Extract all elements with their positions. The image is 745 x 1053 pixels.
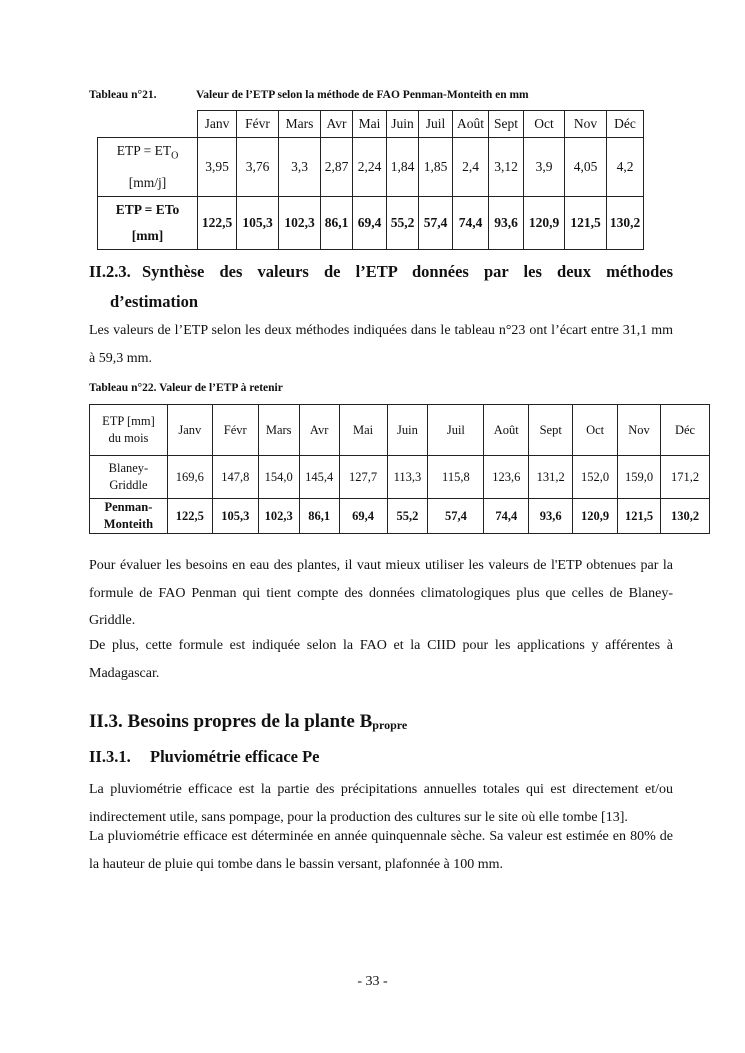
table22-header-label: ETP [mm] du mois [90,405,168,456]
table21-month: Oct [524,111,565,138]
table-cell: 57,4 [428,499,484,534]
table-cell: 93,6 [489,196,524,249]
table-cell: 1,85 [419,138,453,197]
table-cell: 121,5 [618,499,661,534]
table21-month: Déc [607,111,644,138]
table-cell: 57,4 [419,196,453,249]
table-cell: 3,76 [237,138,279,197]
table-cell: 1,84 [387,138,419,197]
table-cell: 3,95 [198,138,237,197]
table-cell: 154,0 [258,456,299,499]
table21-row-mm [98,196,644,249]
paragraph-ciid: De plus, cette formule est indiquée selon la FAO et la CIID pour les applications y afférentes à Madagascar. [89,638,673,681]
table-cell: 105,3 [212,499,258,534]
table-cell: 115,8 [428,456,484,499]
section-231-title: Pluviométrie efficace Pe [150,747,320,766]
paragraph-fao: Pour évaluer les besoins en eau des plantes, il vaut mieux utiliser les valeurs de l'ETP obtenues par la formule de FAO Penman qui tient compte des données climatologiques plus que celles de Blaney-Griddle. [89,558,673,628]
table-cell: 3,3 [279,138,321,197]
table-cell: 130,2 [607,196,644,249]
table21-month: Sept [489,111,524,138]
section-231-number: II.3.1. [89,747,131,766]
table22-header-row [90,405,710,456]
table22-month: Janv [167,405,212,456]
table-cell: 130,2 [661,499,710,534]
table22-month: Juil [428,405,484,456]
table-cell: 159,0 [618,456,661,499]
table22-month: Sept [529,405,573,456]
table21-month: Janv [198,111,237,138]
table22-row-penman [90,499,710,534]
table-cell: 55,2 [387,196,419,249]
table21-month: Févr [237,111,279,138]
section-223-title-line2: d’estimation [110,292,198,311]
table-cell: 4,2 [607,138,644,197]
page-number: - 33 - [357,974,388,989]
table-cell: 2,4 [453,138,489,197]
table22-row-blaney [90,456,710,499]
table21-header-row [98,111,644,138]
table21-month: Mai [353,111,387,138]
table-cell: 122,5 [167,499,212,534]
table-cell: 145,4 [299,456,339,499]
table22-month: Oct [573,405,618,456]
table22-caption: Tableau n°22. Valeur de l’ETP à retenir [89,382,283,394]
table-cell: 86,1 [299,499,339,534]
table21-month: Juil [419,111,453,138]
table22-row1-label: Blaney- Griddle [90,456,168,499]
table-cell: 4,05 [565,138,607,197]
table21-row2-label: ETP = ETo [mm] [98,196,198,249]
table22-month: Févr [212,405,258,456]
table21-month: Juin [387,111,419,138]
table-cell: 113,3 [387,456,428,499]
table-cell: 127,7 [339,456,387,499]
table22-month: Juin [387,405,428,456]
table-cell: 86,1 [321,196,353,249]
table21-month: Avr [321,111,353,138]
table-cell: 74,4 [484,499,529,534]
table21-month: Nov [565,111,607,138]
table-cell: 120,9 [524,196,565,249]
table-cell: 121,5 [565,196,607,249]
table-cell: 147,8 [212,456,258,499]
table-cell: 3,9 [524,138,565,197]
table22-month: Mai [339,405,387,456]
table-cell: 131,2 [529,456,573,499]
table-cell: 2,24 [353,138,387,197]
table21-caption-label: Tableau n°21. [89,89,157,101]
table-cell: 3,12 [489,138,524,197]
table-cell: 123,6 [484,456,529,499]
table-cell: 93,6 [529,499,573,534]
table-cell: 2,87 [321,138,353,197]
table21-month: Août [453,111,489,138]
table22 [89,404,710,534]
table-cell: 102,3 [258,499,299,534]
table-cell: 102,3 [279,196,321,249]
table22-month: Mars [258,405,299,456]
table-cell: 69,4 [339,499,387,534]
table22-month: Avr [299,405,339,456]
section-231-paragraph1: La pluviométrie efficace est la partie des précipitations annuelles totales qui est directement et/ou indirectement utile, sans pompage, pour la production des cultures sur le site où elle tombe [13]. [89,782,673,825]
section-223-title-line1: Synthèse des valeurs de l’ETP données par les deux méthodes [142,262,673,281]
table-cell: 169,6 [167,456,212,499]
table22-month: Août [484,405,529,456]
table-cell: 120,9 [573,499,618,534]
table-cell: 74,4 [453,196,489,249]
section-223-number: II.2.3. [89,262,131,281]
section-223-text: Les valeurs de l’ETP selon les deux méthodes indiquées dans le tableau n°23 ont l’écart entre 31,1 mm à 59,3 mm. [89,323,673,366]
table-cell: 55,2 [387,499,428,534]
table-cell: 171,2 [661,456,710,499]
table22-row2-label: Penman- Monteith [90,499,168,534]
table21 [97,110,644,250]
table-cell: 105,3 [237,196,279,249]
table-cell: 122,5 [198,196,237,249]
section-231-paragraph2: La pluviométrie efficace est déterminée en année quinquennale sèche. Sa valeur est estimée en 80% de la hauteur de pluie qui tombe dans le bassin versant, plafonnée à 100 mm. [89,829,673,872]
section-23-title: II.3. Besoins propres de la plante $B_{propre}$ [89,711,408,732]
table22-month: Nov [618,405,661,456]
table-cell: 69,4 [353,196,387,249]
table21-row-mmj [98,138,644,197]
table22-month: Déc [661,405,710,456]
table21-row1-label: ETP = $ET_O$ [mm/j] [98,138,198,197]
table21-month: Mars [279,111,321,138]
table-cell: 152,0 [573,456,618,499]
table21-caption-title: Valeur de l’ETP selon la méthode de FAO Penman-Monteith en mm [196,89,529,101]
